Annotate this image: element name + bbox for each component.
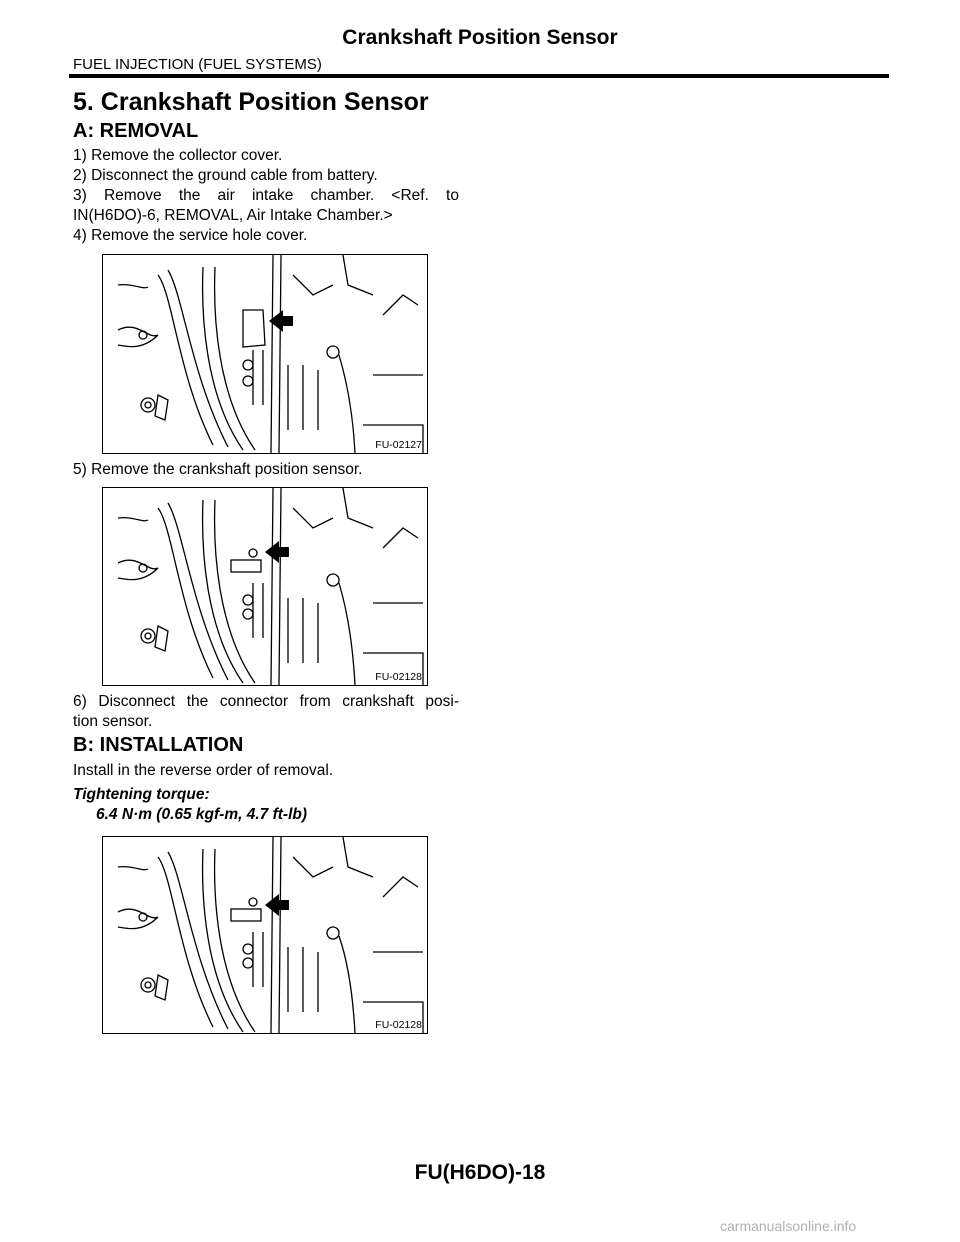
removal-step-6: 6) Disconnect the connector from crankshaft posi- (73, 693, 459, 710)
header-divider (69, 74, 889, 78)
torque-value: 6.4 N·m (0.65 kgf-m, 4.7 ft-lb) (96, 806, 308, 823)
removal-heading: A: REMOVAL (73, 120, 199, 142)
engine-illustration-1 (103, 255, 427, 453)
engine-illustration-2 (103, 488, 427, 685)
removal-step-4: 4) Remove the service hole cover. (73, 227, 308, 244)
removal-step-6-cont: tion sensor. (73, 713, 153, 730)
removal-step-3: 3) Remove the air intake chamber. <Ref. to (73, 187, 459, 204)
section-title: 5. Crankshaft Position Sensor (73, 88, 429, 116)
figure-crankshaft-sensor-installation (102, 836, 428, 1034)
removal-step-1: 1) Remove the collector cover. (73, 147, 283, 164)
arrow-icon (265, 541, 289, 563)
watermark: carmanualsonline.info (720, 1218, 857, 1234)
figure-label-2: FU-02128 (375, 671, 422, 683)
page-header-title: Crankshaft Position Sensor (342, 26, 618, 49)
arrow-icon (265, 894, 289, 916)
torque-label: Tightening torque: (73, 786, 210, 803)
installation-heading: B: INSTALLATION (73, 734, 244, 756)
removal-step-2: 2) Disconnect the ground cable from battery. (73, 167, 378, 184)
removal-step-5: 5) Remove the crankshaft position sensor. (73, 461, 363, 478)
removal-step-3-cont: IN(H6DO)-6, REMOVAL, Air Intake Chamber.> (73, 207, 393, 224)
figure-service-hole-cover (102, 254, 428, 454)
page-number: FU(H6DO)-18 (414, 1161, 546, 1184)
engine-illustration-3 (103, 837, 427, 1033)
installation-text: Install in the reverse order of removal. (73, 762, 334, 779)
page-header-subtitle: FUEL INJECTION (FUEL SYSTEMS) (73, 56, 322, 73)
figure-crankshaft-sensor-removal (102, 487, 428, 686)
figure-label-3: FU-02128 (375, 1019, 422, 1031)
figure-label-1: FU-02127 (375, 439, 422, 451)
